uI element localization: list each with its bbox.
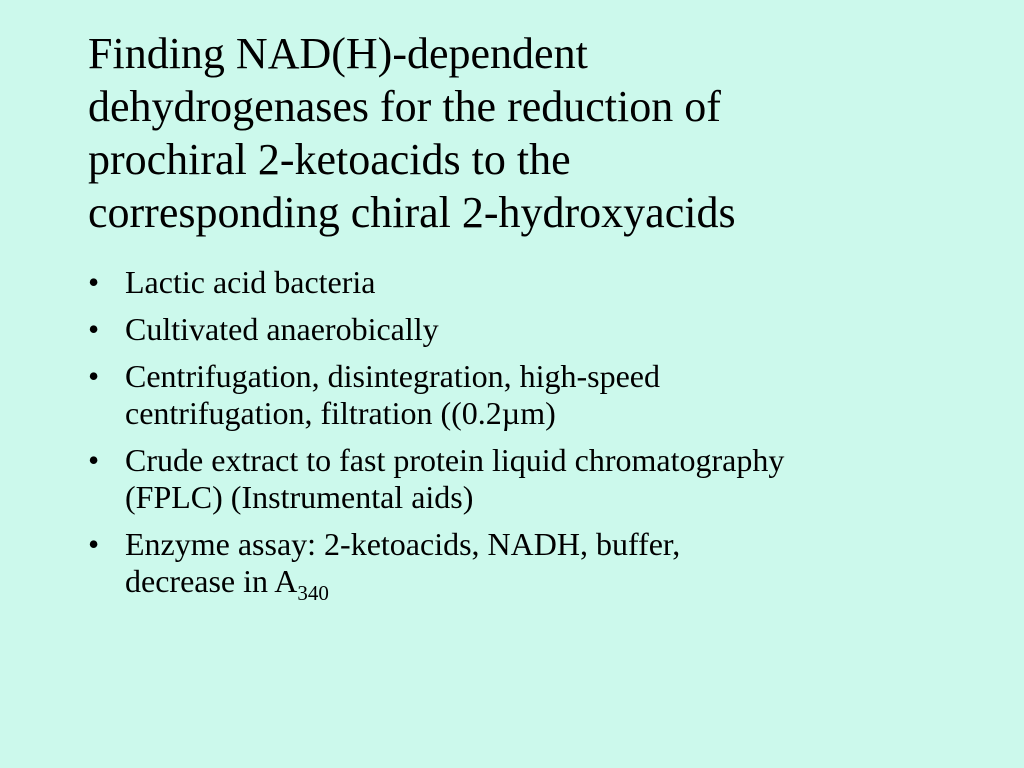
bullet-icon: • <box>88 311 100 347</box>
bullet-text: Centrifugation, disintegration, high-speed <box>125 358 660 394</box>
bullet-text: Crude extract to fast protein liquid chromatography <box>125 442 785 478</box>
bullet-icon: • <box>88 526 100 562</box>
bullet-icon: • <box>88 264 100 300</box>
bullet-icon: • <box>88 358 100 394</box>
bullet-text: (FPLC) (Instrumental aids) <box>125 479 474 515</box>
bullet-item <box>88 358 988 432</box>
bullet-item <box>88 442 988 516</box>
title-line: Finding NAD(H)-dependent <box>88 29 588 78</box>
bullet-text: Enzyme assay: 2-ketoacids, NADH, buffer, <box>125 526 681 562</box>
title-line: corresponding chiral 2-hydroxyacids <box>88 188 736 237</box>
subscript-340: 340 <box>297 581 329 605</box>
title-line: dehydrogenases for the reduction of <box>88 82 721 131</box>
bullet-text: Cultivated anaerobically <box>125 311 439 347</box>
bullet-text: Lactic acid bacteria <box>125 264 376 300</box>
bullet-icon: • <box>88 442 100 478</box>
slide-title <box>88 27 988 239</box>
bullet-item <box>88 264 988 301</box>
title-line: prochiral 2-ketoacids to the <box>88 135 571 184</box>
bullet-item <box>88 311 988 348</box>
bullet-item <box>88 526 988 605</box>
bullet-text: decrease in A <box>125 563 298 599</box>
bullet-text-with-subscript <box>125 563 988 605</box>
bullet-text: centrifugation, filtration ((0.2µm) <box>125 395 556 431</box>
bullet-list <box>88 264 988 610</box>
